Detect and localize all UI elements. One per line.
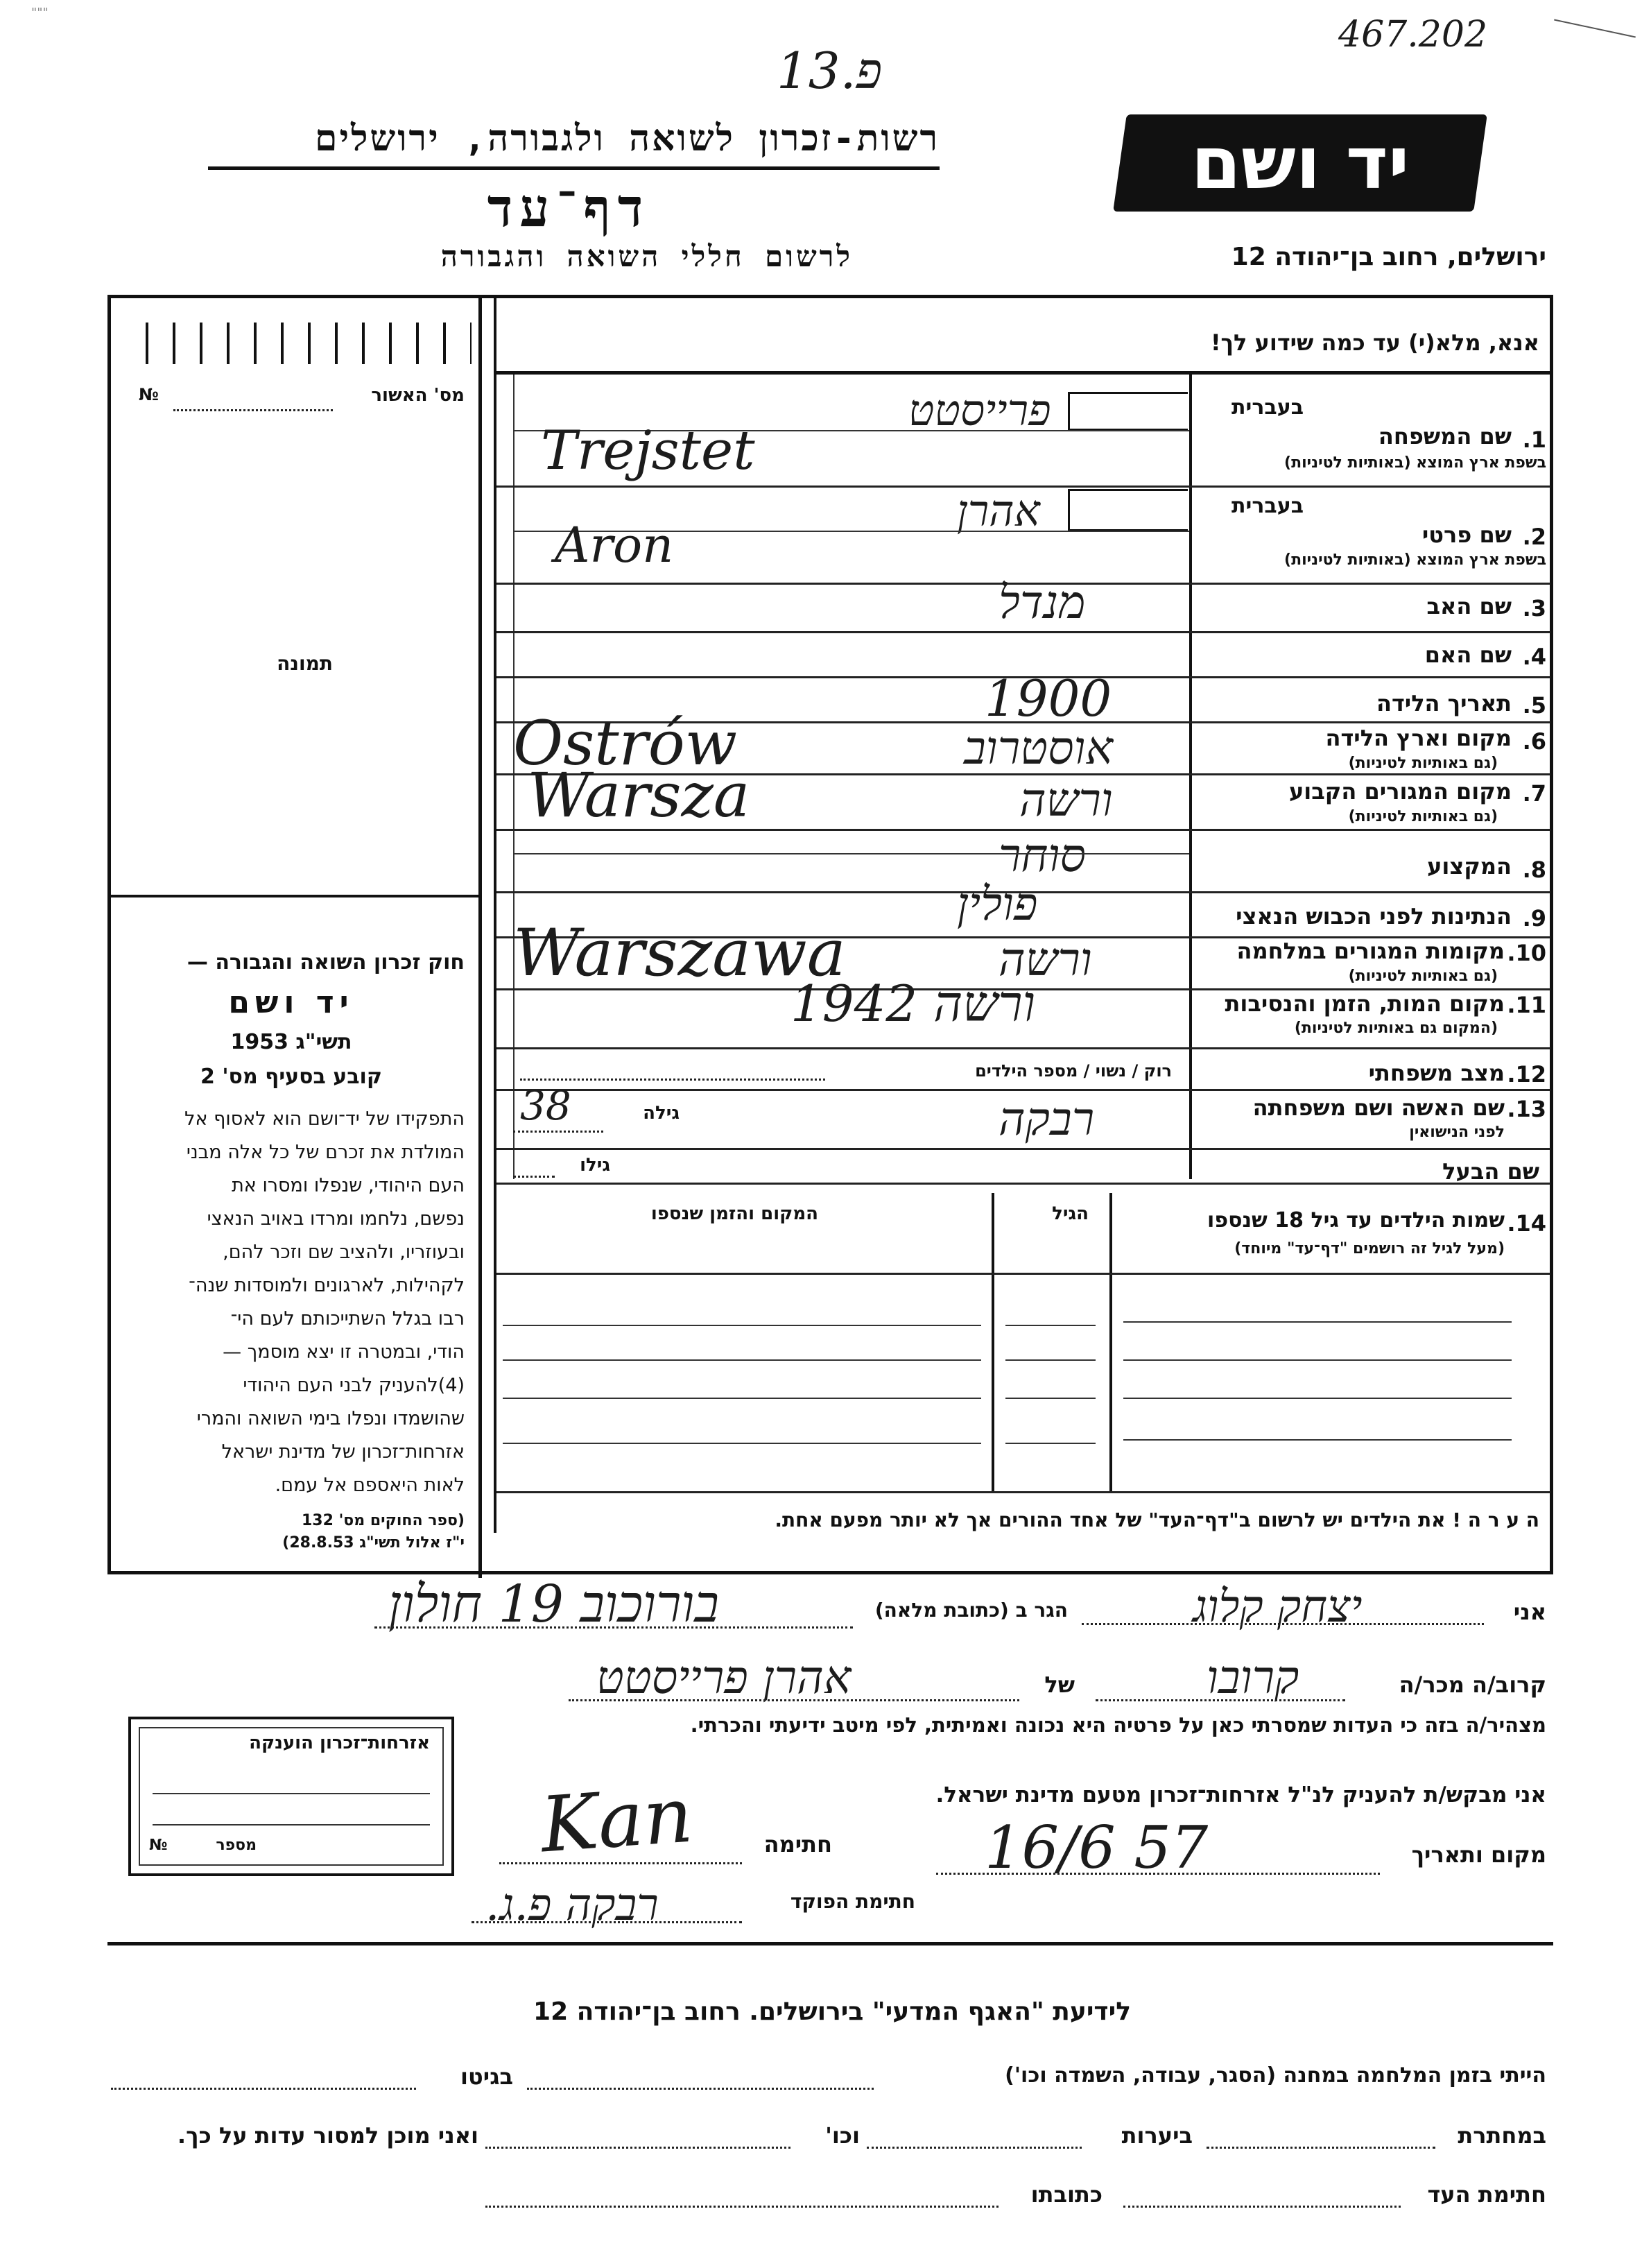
- law-text-line: לאות היאספם אל עמם.: [275, 1475, 465, 1496]
- children-row-line[interactable]: [1005, 1443, 1096, 1444]
- form-intro: אנא, מלא(י) עד כמה שידוע לך!: [1210, 329, 1539, 356]
- row-3-bottom: [496, 631, 1550, 633]
- children-number: 14.: [1507, 1210, 1546, 1237]
- field-7-number: 7.: [1522, 780, 1546, 807]
- photo-bottom-line: [111, 895, 478, 897]
- org-name: רשות-זכרון לשואה ולגבורה, ירושלים: [315, 118, 940, 160]
- children-row-line[interactable]: [1005, 1398, 1096, 1399]
- officer-dots: [472, 1921, 742, 1923]
- footer-title: לידיעת "האגף המדעי" בירושלים. רחוב בן־יהודה 12: [533, 1998, 1131, 2026]
- field-10-sub: (גם באותיות לטיניות): [1348, 968, 1498, 985]
- field-7-label: מקום המגורים הקבוע: [1288, 778, 1512, 805]
- footer-line3-dots[interactable]: [1123, 2206, 1401, 2208]
- children-row-line[interactable]: [503, 1359, 981, 1361]
- field-12-dots: [520, 1079, 825, 1081]
- field-1-number: 1.: [1522, 427, 1546, 453]
- field-6-value-hebrew[interactable]: אוסטרוב: [964, 721, 1114, 775]
- row-14-top: [496, 1183, 1550, 1185]
- declaration-request: אני מבקש/ת להעניק לנ"ל אזרחות־זכרון מטעם מדינת ישראל.: [935, 1782, 1546, 1807]
- field-12-number: 12.: [1507, 1061, 1546, 1088]
- footer-line2-dots-2[interactable]: [867, 2147, 1082, 2149]
- declaration-residing-label: הגר ב (כתובת מלאה): [874, 1599, 1068, 1622]
- footer-line2-c: וכו': [825, 2122, 860, 2149]
- row-12-bottom: [496, 1089, 1550, 1091]
- officer-label: חתימת הפוקד: [790, 1890, 915, 1913]
- field-10-label: מקומות המגורים במלחמה: [1236, 938, 1505, 964]
- citizenship-line[interactable]: [153, 1793, 430, 1794]
- footer-top-line: [107, 1942, 1553, 1945]
- declaration-relative-label: קרוב/ה מכר/ה: [1399, 1672, 1546, 1698]
- ticks-row: [146, 323, 472, 364]
- husband-age-dots[interactable]: [513, 1176, 555, 1178]
- left-column-divider: [478, 298, 482, 1578]
- footer-line3-b: כתובתו: [1030, 2181, 1103, 2208]
- row-13-bottom: [496, 1148, 1550, 1150]
- footer-line1-a: הייתי בזמן המלחמה במחנה (הסגר, עבודה, השמדה וכו'): [1005, 2063, 1546, 2088]
- form-title: דף־עד: [487, 177, 650, 239]
- field-9-value[interactable]: פולין: [957, 877, 1038, 931]
- husband-age-label: גילו: [580, 1155, 610, 1176]
- children-row-line[interactable]: [503, 1325, 981, 1326]
- law-text-line: העם היהודי, שנפלו ומסרו את: [232, 1175, 465, 1196]
- footer-line2-a: במחתרת: [1458, 2122, 1546, 2149]
- field-11-value[interactable]: ורשה 1942: [790, 974, 1036, 1033]
- field-10-number: 10.: [1507, 940, 1546, 966]
- photo-label: תמונה: [277, 652, 333, 675]
- field-13-age-dots: [513, 1131, 603, 1133]
- citizenship-number-label: מספר: [216, 1837, 257, 1854]
- law-text-line: הודי, ובמטרה זו יצא מוסמך —: [223, 1341, 465, 1363]
- footer-line3-dots-2[interactable]: [485, 2206, 999, 2208]
- footer-line1-dots[interactable]: [527, 2088, 874, 2090]
- children-sub: (מעל לגיל זה רושמים "דף־עד" מיוחד): [1234, 1240, 1505, 1257]
- children-row-line[interactable]: [1123, 1321, 1512, 1323]
- law-text-line: המולדת את זכרם של כל אלה מבני: [186, 1142, 465, 1163]
- field-11-number: 11.: [1507, 992, 1546, 1018]
- field-12-label: מצב משפחתי: [1368, 1060, 1505, 1086]
- field-3-number: 3.: [1522, 595, 1546, 621]
- top-right-dash: [1554, 19, 1636, 38]
- approval-label: מס' האשור: [371, 385, 465, 406]
- children-row-line[interactable]: [503, 1443, 981, 1444]
- field-8-label: המקצוע: [1427, 853, 1512, 879]
- field-5-number: 5.: [1522, 692, 1546, 719]
- gazette-ref: (ספר החוקים מס' 132: [301, 1512, 465, 1529]
- field-9-label: הנתינות לפני הכבוש הנאצי: [1236, 903, 1512, 929]
- declaration-i-label: אני: [1513, 1599, 1546, 1625]
- children-label: שמות הילדים עד גיל 18 שנספו: [1207, 1208, 1505, 1232]
- children-col-age: הגיל: [1052, 1203, 1089, 1224]
- footer-line3-a: חתימת העד: [1427, 2181, 1546, 2208]
- law-clause: קובע בסעיף מס' 2: [200, 1065, 382, 1089]
- declaration-of-dots: [569, 1699, 1019, 1701]
- law-text-line: רבו בגלל השתייכותם לעם הי־: [230, 1308, 465, 1330]
- field-13-value[interactable]: רבקה: [999, 1092, 1095, 1146]
- left-column-divider-2: [494, 298, 496, 1533]
- declaration-address-value[interactable]: בורוכוב 19 חולון: [388, 1574, 720, 1634]
- children-row-line[interactable]: [1005, 1325, 1096, 1326]
- page-note: 13.פ: [777, 42, 883, 100]
- declaration-relation-dots: [1096, 1699, 1345, 1701]
- header-address: ירושלים, רחוב בן־יהודה 12: [1231, 243, 1546, 271]
- corner-mark: """: [31, 6, 49, 20]
- field-8-number: 8.: [1522, 857, 1546, 883]
- children-col-divider-1: [1109, 1193, 1112, 1491]
- field-1-sub: בשפת ארץ המוצא (באותיות לטיניות): [1284, 454, 1546, 472]
- field-10-value-hebrew[interactable]: ורשה: [999, 933, 1092, 986]
- field-8-value[interactable]: סוחר: [999, 829, 1086, 882]
- field-13-age-label: גילה: [643, 1103, 680, 1124]
- law-text-line: ובעוזריו, ולהציב שם וזכר להם,: [223, 1242, 465, 1263]
- field-2-value-hebrew[interactable]: אהרן: [957, 486, 1040, 536]
- field-2-number: 2.: [1522, 524, 1546, 550]
- hebrew-label-2: בעברית: [1231, 494, 1304, 518]
- yad-vashem-logo: [1113, 114, 1487, 212]
- law-text-line: (4)להעניק לבני העם היהודי: [243, 1375, 465, 1396]
- gazette-date: י"ז אלול תשי"ג 28.8.53): [282, 1534, 465, 1552]
- field-9-number: 9.: [1522, 905, 1546, 931]
- field-6-number: 6.: [1522, 728, 1546, 755]
- org-underline: [208, 166, 940, 170]
- children-col-place: המקום והזמן שנספו: [650, 1203, 818, 1224]
- field-13-sub: לפני הנישואין: [1409, 1124, 1505, 1141]
- field-5-label: תאריך הלידה: [1376, 690, 1512, 716]
- field-2-sub: בשפת ארץ המוצא (באותיות לטיניות): [1284, 551, 1546, 569]
- footer-line1-dots-2[interactable]: [111, 2088, 416, 2090]
- field-3-label: שם האב: [1426, 593, 1512, 619]
- law-text-line: שהושמדו ונפלו בימי השואה והמרי: [196, 1408, 465, 1429]
- field-2-label: שם פרטי: [1421, 522, 1512, 548]
- field-6-value-latin[interactable]: Ostrów: [513, 707, 738, 779]
- husband-label: שם הבעל: [1442, 1158, 1539, 1185]
- children-col-divider-2: [992, 1193, 994, 1491]
- place-date-dots: [936, 1873, 1380, 1875]
- row-11-bottom: [496, 1047, 1550, 1049]
- children-row-line[interactable]: [1123, 1359, 1512, 1361]
- hebrew-box-2: [1068, 489, 1188, 531]
- children-row-line[interactable]: [1123, 1398, 1512, 1399]
- reference-number: 467.202: [1338, 14, 1488, 55]
- approval-suffix: №: [139, 385, 159, 404]
- signature-dots: [499, 1862, 742, 1864]
- field-1-label: שם המשפחה: [1378, 423, 1512, 449]
- officer-value[interactable]: רבקה פ.ג.: [485, 1880, 659, 1931]
- children-row-line[interactable]: [1005, 1359, 1096, 1361]
- labels-divider: [1189, 375, 1192, 1179]
- footer-line1-b: בגיטו: [460, 2063, 513, 2090]
- declaration-statement: מצהיר/ה בזה כי העדות שמסרתי כאן על פרטיה היא נכונה ואמיתית, לפי מיטב ידיעתי והכרתי.: [690, 1713, 1546, 1737]
- law-title: חוק זכרון השואה והגבורה —: [187, 950, 465, 974]
- note-top-line: [496, 1491, 1550, 1493]
- children-header-line: [496, 1273, 1550, 1275]
- field-2-value-latin[interactable]: Aron: [555, 517, 674, 574]
- field-7-value-hebrew[interactable]: ורשה: [1019, 773, 1113, 827]
- declaration-i-value[interactable]: יצחק קלוג: [1193, 1581, 1363, 1633]
- field-1-value-hebrew[interactable]: פרייסטט: [908, 385, 1051, 436]
- place-date-value[interactable]: 16/6 57: [985, 1814, 1209, 1882]
- children-row-line[interactable]: [1123, 1439, 1512, 1441]
- field-8-guide: [513, 853, 1189, 854]
- field-10-value-latin[interactable]: Warszawa: [513, 916, 846, 991]
- declaration-relation-value[interactable]: קרובו: [1207, 1651, 1299, 1704]
- field-7-sub: (גם באותיות לטיניות): [1348, 808, 1498, 825]
- field-13-label: שם האשה ושם משפחתה: [1252, 1094, 1505, 1121]
- field-3-value[interactable]: מנדל: [999, 576, 1086, 629]
- field-4-number: 4.: [1522, 644, 1546, 670]
- footer-line2-d: ואני מוכן למסור עדות על כך.: [177, 2122, 478, 2149]
- field-11-label: מקום המות, הזמן והנסיבות: [1225, 990, 1505, 1017]
- field-12-options[interactable]: רוק / נשוי / מספר הילדים: [975, 1061, 1172, 1081]
- footer-line2-dots[interactable]: [1207, 2147, 1435, 2149]
- form-note: ה ע ר ה ! את הילדים יש לרשום ב"דף־העד" של אחד ההורים אך לא יותר מפעם אחת.: [775, 1509, 1539, 1531]
- field-1-value-latin[interactable]: Trejstet: [541, 420, 755, 482]
- declaration-i-dots: [1082, 1623, 1484, 1625]
- law-year: תשי"ג 1953: [230, 1030, 352, 1054]
- declaration-of-label: של: [1044, 1672, 1075, 1698]
- field-13-number: 13.: [1507, 1096, 1546, 1122]
- hebrew-box-1: [1068, 392, 1188, 431]
- hebrew-label-1: בעברית: [1231, 395, 1304, 420]
- signature-label: חתימה: [763, 1831, 832, 1857]
- law-text-line: לקהילות, לארגונים ולמוסדות שנה־: [189, 1275, 465, 1296]
- logo-text: יד ושם: [1191, 121, 1410, 205]
- field-11-sub: (המקום גם באותיות לטיניות): [1294, 1020, 1498, 1037]
- law-text-line: התפקידו של יד־ושם הוא לאסוף אל: [184, 1108, 465, 1130]
- citizenship-line[interactable]: [153, 1824, 430, 1825]
- signature-value[interactable]: Kan: [537, 1770, 695, 1870]
- declaration-of-value[interactable]: אהרן פרייסטט: [596, 1651, 852, 1704]
- approval-field[interactable]: [173, 409, 333, 411]
- intro-underline: [494, 371, 1551, 375]
- place-date-label: מקום ותאריך: [1411, 1841, 1546, 1868]
- field-5-value[interactable]: 1900: [985, 669, 1112, 728]
- footer-line2-dots-3[interactable]: [485, 2147, 790, 2149]
- children-row-line[interactable]: [503, 1398, 981, 1399]
- field-13-age-value[interactable]: 38: [520, 1082, 571, 1129]
- field-4-label: שם האם: [1424, 642, 1512, 668]
- citizenship-title: אזרחות־זכרון הוענקה: [249, 1733, 430, 1753]
- form-subtitle: לרשום חללי השואה והגבורה: [440, 239, 853, 273]
- citizenship-number-suffix: №: [149, 1837, 168, 1854]
- law-name: יד ושם: [228, 985, 354, 1020]
- field-6-label: מקום וארץ הלידה: [1325, 725, 1512, 751]
- law-text-line: אזרחות־זכרון של מדינת ישראל: [221, 1441, 465, 1463]
- law-text-line: נפשם, נלחמו ומרדו באויב הנאצי: [207, 1208, 465, 1230]
- law-text: [97, 1103, 465, 1502]
- declaration-address-dots: [374, 1626, 853, 1629]
- field-7-value-latin[interactable]: Warsza: [527, 759, 750, 831]
- field-6-sub: (גם באותיות לטיניות): [1348, 755, 1498, 772]
- footer-line2-b: ביערות: [1121, 2122, 1193, 2149]
